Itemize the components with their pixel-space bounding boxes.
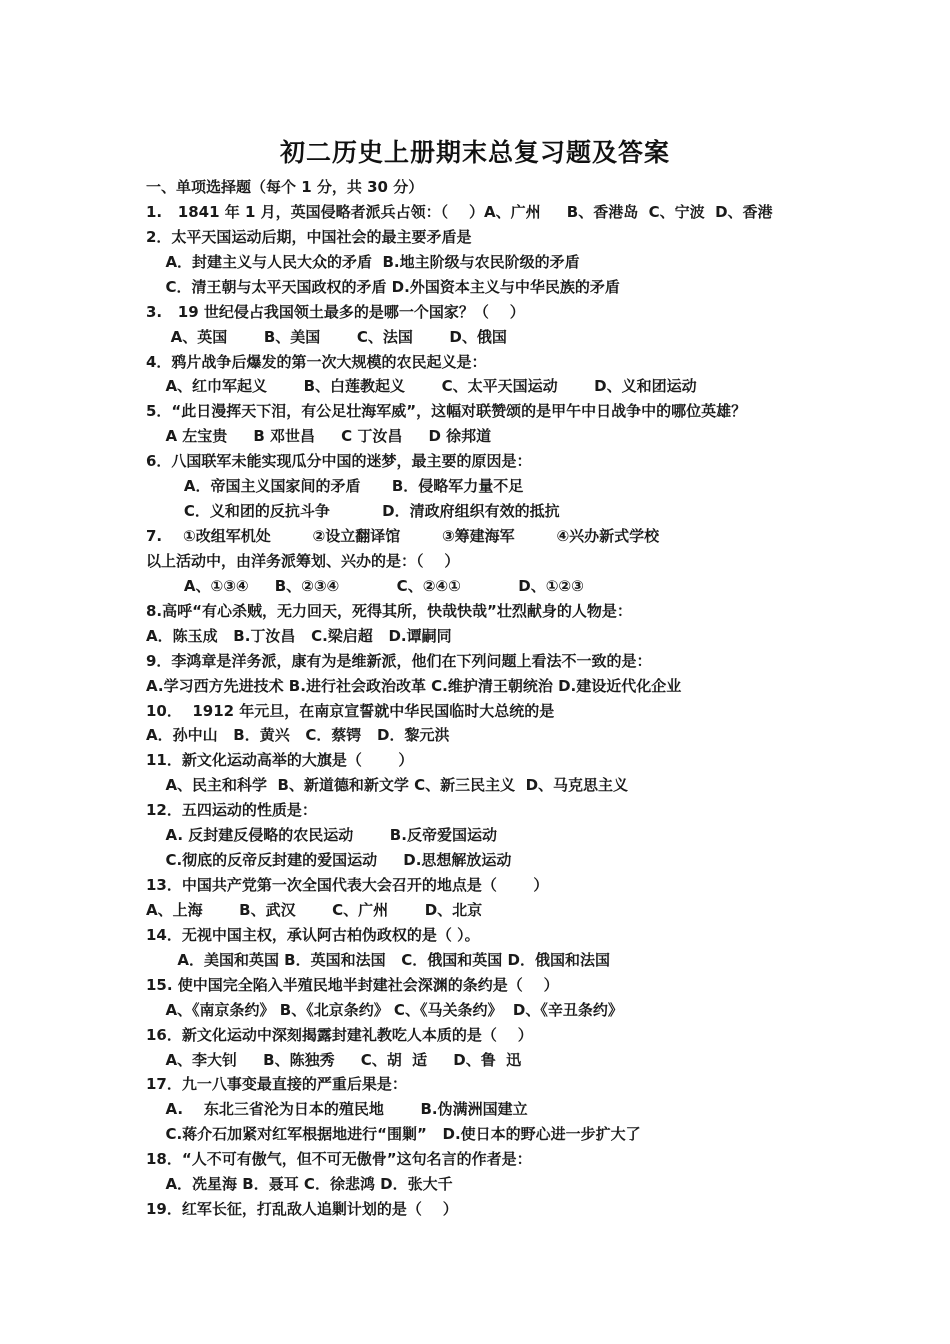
text-line: 3. 19 世纪侵占我国领土最多的是哪一个国家？（ ） — [146, 302, 525, 321]
text-line: C．清王朝与太平天国政权的矛盾 D.外国资本主义与中华民族的矛盾 — [155, 277, 620, 296]
text-line: A、《南京条约》 B、《北京条约》 C、《马关条约》 D、《辛丑条约》 — [155, 1000, 623, 1019]
text-line: A．美国和英国 B．英国和法国 C．俄国和英国 D．俄国和法国 — [146, 950, 610, 969]
text-line: C．义和团的反抗斗争 D．清政府组织有效的抵抗 — [163, 502, 560, 521]
text-line: 一、单项选择题（每个 1 分，共 30 分） — [146, 178, 424, 196]
text-line: A. 东北三省沦为日本的殖民地 B.伪满洲国建立 — [155, 1100, 528, 1119]
text-line: 以上活动中，由洋务派筹划、兴办的是：（ ） — [146, 551, 460, 570]
text-line: 7. ①改组军机处 ②设立翻译馆 ③筹建海军 ④兴办新式学校 — [146, 527, 660, 546]
text-line: A、英国 B、美国 C、法国 D、俄国 — [155, 327, 507, 346]
text-line: A、红巾军起义 B、白莲教起义 C、太平天国运动 D、义和团运动 — [155, 377, 697, 396]
text-line: 13．中国共产党第一次全国代表大会召开的地点是（ ） — [146, 876, 549, 895]
text-line: 6．八国联军未能实现瓜分中国的迷梦，最主要的原因是： — [146, 452, 532, 471]
text-line: 12．五四运动的性质是： — [146, 801, 317, 820]
text-line: 5．“此日漫挥天下泪，有公足壮海军威”，这幅对联赞颂的是甲午中日战争中的哪位英雄？ — [146, 402, 747, 421]
text-line: 15. 使中国完全陷入半殖民地半封建社会深渊的条约是（ ） — [146, 975, 559, 994]
text-line: 18．“人不可有傲气，但不可无傲骨”这句名言的作者是： — [146, 1150, 532, 1169]
text-line: A．封建主义与人民大众的矛盾 B.地主阶级与农民阶级的矛盾 — [155, 252, 580, 271]
page-title: 初二历史上册期末总复习题及答案 — [279, 138, 670, 167]
text-line: 2．太平天国运动后期，中国社会的最主要矛盾是 — [146, 227, 472, 246]
text-line: 11．新文化运动高举的大旗是（ ） — [146, 751, 414, 770]
text-line: 17．九一八事变最直接的严重后果是： — [146, 1075, 407, 1094]
text-line: 19．红军长征，打乱敌人追剿计划的是（ ） — [146, 1200, 458, 1219]
text-line: 9．李鸿章是洋务派，康有为是维新派，他们在下列问题上看法不一致的是： — [146, 651, 652, 670]
text-line: 16．新文化运动中深刻揭露封建礼教吃人本质的是（ ） — [146, 1025, 533, 1044]
text-line: A. 反封建反侵略的农民运动 B.反帝爱国运动 — [155, 826, 497, 845]
text-line: A．孙中山 B．黄兴 C．蔡锷 D．黎元洪 — [146, 726, 450, 745]
text-line: 14．无视中国主权，承认阿古柏伪政权的是（ ）。 — [146, 925, 480, 944]
text-line: A．帝国主义国家间的矛盾 B．侵略军力量不足 — [163, 477, 524, 496]
text-line: 1. 1841 年 1 月，英国侵略者派兵占领：（ ）A、广州 B、香港岛 C、宁波 D、香港 — [146, 202, 773, 221]
text-line: A、民主和科学 B、新道德和新文学 C、新三民主义 D、马克思主义 — [155, 776, 629, 795]
text-line: A、①③④ B、②③④ C、②④① D、①②③ — [163, 576, 584, 595]
text-line: 10． 1912 年元旦，在南京宣誓就中华民国临时大总统的是 — [146, 701, 555, 720]
text-line: C.蒋介石加紧对红军根据地进行“围剿” D.使日本的野心进一步扩大了 — [155, 1125, 641, 1144]
text-line: A．陈玉成 B.丁汝昌 C.梁启超 D.谭嗣同 — [146, 626, 452, 645]
text-line: 4．鸦片战争后爆发的第一次大规模的农民起义是： — [146, 352, 487, 371]
text-line: A．冼星海 B．聂耳 C．徐悲鸿 D．张大千 — [155, 1175, 453, 1194]
text-line: A、上海 B、武汉 C、广州 D、北京 — [146, 900, 483, 919]
text-line: A 左宝贵 B 邓世昌 C 丁汝昌 D 徐邦道 — [155, 427, 492, 446]
text-line: 8.高呼“有心杀贼，无力回天，死得其所，快哉快哉”壮烈献身的人物是： — [146, 601, 632, 620]
text-line: A、李大钊 B、陈独秀 C、胡 适 D、鲁 迅 — [155, 1050, 522, 1069]
text-line: A.学习西方先进技术 B.进行社会政治改革 C.维护清王朝统治 D.建设近代化企业 — [146, 676, 682, 695]
text-line: C.彻底的反帝反封建的爱国运动 D.思想解放运动 — [155, 851, 512, 870]
